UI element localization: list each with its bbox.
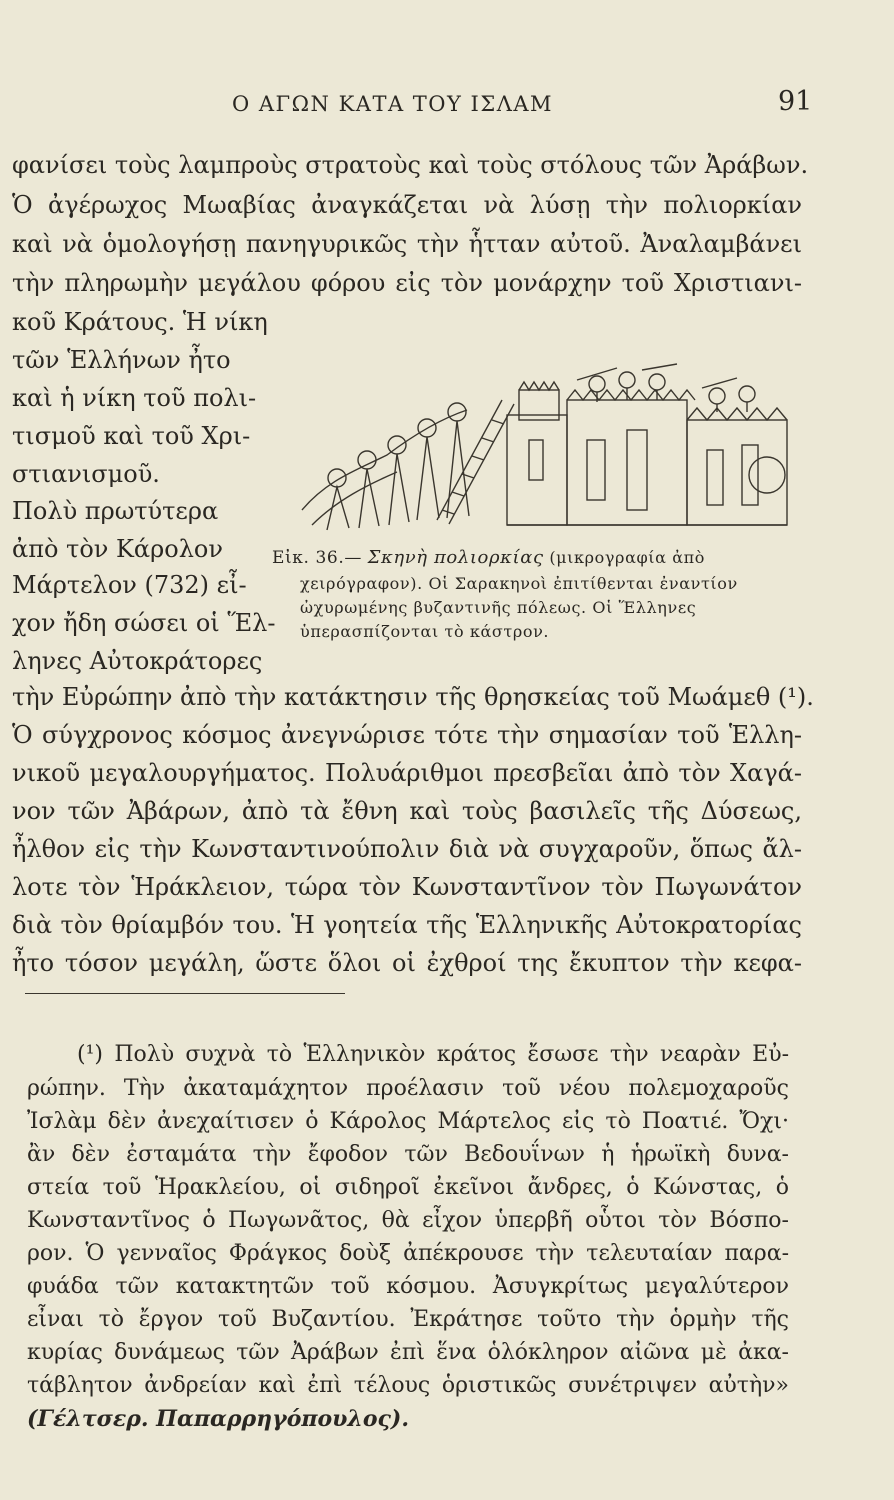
body-line: τὴν πληρωμὴν μεγάλου φόρου εἰς τὸν μονάρχην τοῦ Χριστιανι- [12,269,802,297]
footnote-line: (¹) Πολὺ συχνὰ τὸ Ἑλληνικὸν κράτος ἔσωσε τὴν νεαρὰν Εὐ- [77,1042,789,1067]
footnote-line: κυρίας δυνάμεως τῶν Ἀράβων ἐπὶ ἕνα ὁλόκληρον αἰῶνα μὲ ἀκα- [27,1340,789,1365]
page-number: 91 [778,86,813,117]
body-line-narrow: ἀπὸ τὸν Κάρολον [12,535,223,563]
footnote-line: ρον. Ὁ γενναῖος Φράγκος δοὺξ ἀπέκρουσε τὴν τελευταίαν παρα- [27,1241,789,1266]
figure-title: Σκηνὴ πολιορκίας [367,547,544,568]
footnote-line: Ἰσλὰμ δὲν ἀνεχαίτισεν ὁ Κάρολος Μάρτελος εἰς τὸ Ποατιέ. Ὄχι· [27,1109,789,1134]
footnote-line: ρώπην. Τὴν ἀκαταμάχητον προέλασιν τοῦ νέου πολεμοχαροῦς [27,1076,789,1101]
figure-caption-line: (μικρογραφία ἀπὸ [549,548,705,567]
body-line: φανίσει τοὺς λαμπροὺς στρατοὺς καὶ τοὺς στόλους τῶν Ἀράβων. [12,151,809,179]
footnote-line: τάβλητον ἀνδρείαν καὶ ἐπὶ τέλους ὁριστικῶς συνέτριψεν αὐτὴν» [27,1373,789,1398]
footnote-line: ἂν δὲν ἐσταμάτα τὴν ἔφοδον τῶν Βεδουΐνων ἡ ἡρωϊκὴ δυνα- [27,1142,789,1167]
footnote-line: εἶναι τὸ ἔργον τοῦ Βυζαντίου. Ἐκράτησε τοῦτο τὴν ὁρμὴν τῆς [27,1307,789,1332]
body-line: ἦλθον εἰς τὴν Κωνσταντινούπολιν διὰ νὰ συγχαροῦν, ὅπως ἄλ- [12,835,802,863]
body-line: τὴν Εὐρώπην ἀπὸ τὴν κατάκτησιν τῆς θρησκείας τοῦ Μωάμεθ (¹). [12,683,814,711]
body-line: κοῦ Κράτους. Ἡ νίκη [12,308,268,336]
body-line: νον τῶν Ἀβάρων, ἀπὸ τὰ ἔθνη καὶ τοὺς βασιλεῖς τῆς Δύσεως, [12,797,802,825]
figure-caption-line: ὑπερασπίζονται τὸ κάστρον. [300,622,550,641]
body-line-narrow: ληνες Αὐτοκράτορες [12,647,263,675]
body-line: νικοῦ μεγαλουργήματος. Πολυάριθμοι πρεσβεῖαι ἀπὸ τὸν Χαγά- [12,759,802,787]
footnote-line: Κωνσταντῖνος ὁ Πωγωνᾶτος, θὰ εἶχον ὑπερβῆ οὗτοι τὸν Βόσπο- [27,1208,789,1233]
figure-caption-heading [272,548,705,568]
body-line-narrow: Μάρτελον (732) εἶ- [12,571,247,599]
figure-caption-line: χειρόγραφον). Οἱ Σαρακηνοὶ ἐπιτίθενται ἐναντίον [300,574,738,593]
body-line-narrow: στιανισμοῦ. [12,460,160,488]
figure-caption-line: ὠχυρωμένης βυζαντινῆς πόλεως. Οἱ Ἕλληνες [300,598,697,617]
siege-miniature-illustration [297,360,794,532]
footnote-line: φυάδα τῶν κατακτητῶν τοῦ κόσμου. Ἀσυγκρίτως μεγαλύτερον [27,1274,789,1299]
body-line-narrow: χον ἤδη σώσει οἱ Ἕλ- [12,609,276,637]
figure-label: Εἰκ. 36.— [272,548,362,568]
page-header [0,86,894,124]
body-line-narrow: τισμοῦ καὶ τοῦ Χρι- [12,422,251,450]
footnote-source: (Γέλτσερ. Παπαρρηγόπουλος). [27,1406,409,1432]
running-title: Ο ΑΓΩΝ ΚΑΤΑ ΤΟΥ ΙΣΛΑΜ [232,92,554,116]
body-line: καὶ νὰ ὁμολογήσῃ πανηγυρικῶς τὴν ἧτταν αὐτοῦ. Ἀναλαμβάνει [12,230,802,258]
body-line: Ὁ ἀγέρωχος Μωαβίας ἀναγκάζεται νὰ λύσῃ τὴν πολιορκίαν [12,191,802,219]
footnote-line: στεία τοῦ Ἡρακλείου, οἱ σιδηροῖ ἐκεῖνοι ἄνδρες, ὁ Κώνστας, ὁ [27,1175,789,1200]
body-line: λοτε τὸν Ἡράκλειον, τώρα τὸν Κωνσταντῖνον τὸν Πωγωνάτον [12,873,802,901]
body-line-narrow: τῶν Ἑλλήνων ἦτο [12,346,231,374]
body-line-narrow: Πολὺ πρωτύτερα [12,497,219,525]
footnote-divider [25,993,345,994]
body-line-narrow: καὶ ἡ νίκη τοῦ πολι- [12,384,257,412]
body-line: Ὁ σύγχρονος κόσμος ἀνεγνώρισε τότε τὴν σημασίαν τοῦ Ἑλλη- [12,721,802,749]
body-line: ἦτο τόσον μεγάλη, ὥστε ὅλοι οἱ ἐχθροί της ἔκυπτον τὴν κεφα- [12,949,802,977]
body-line: διὰ τὸν θρίαμβόν του. Ἡ γοητεία τῆς Ἑλληνικῆς Αὐτοκρατορίας [12,911,802,939]
